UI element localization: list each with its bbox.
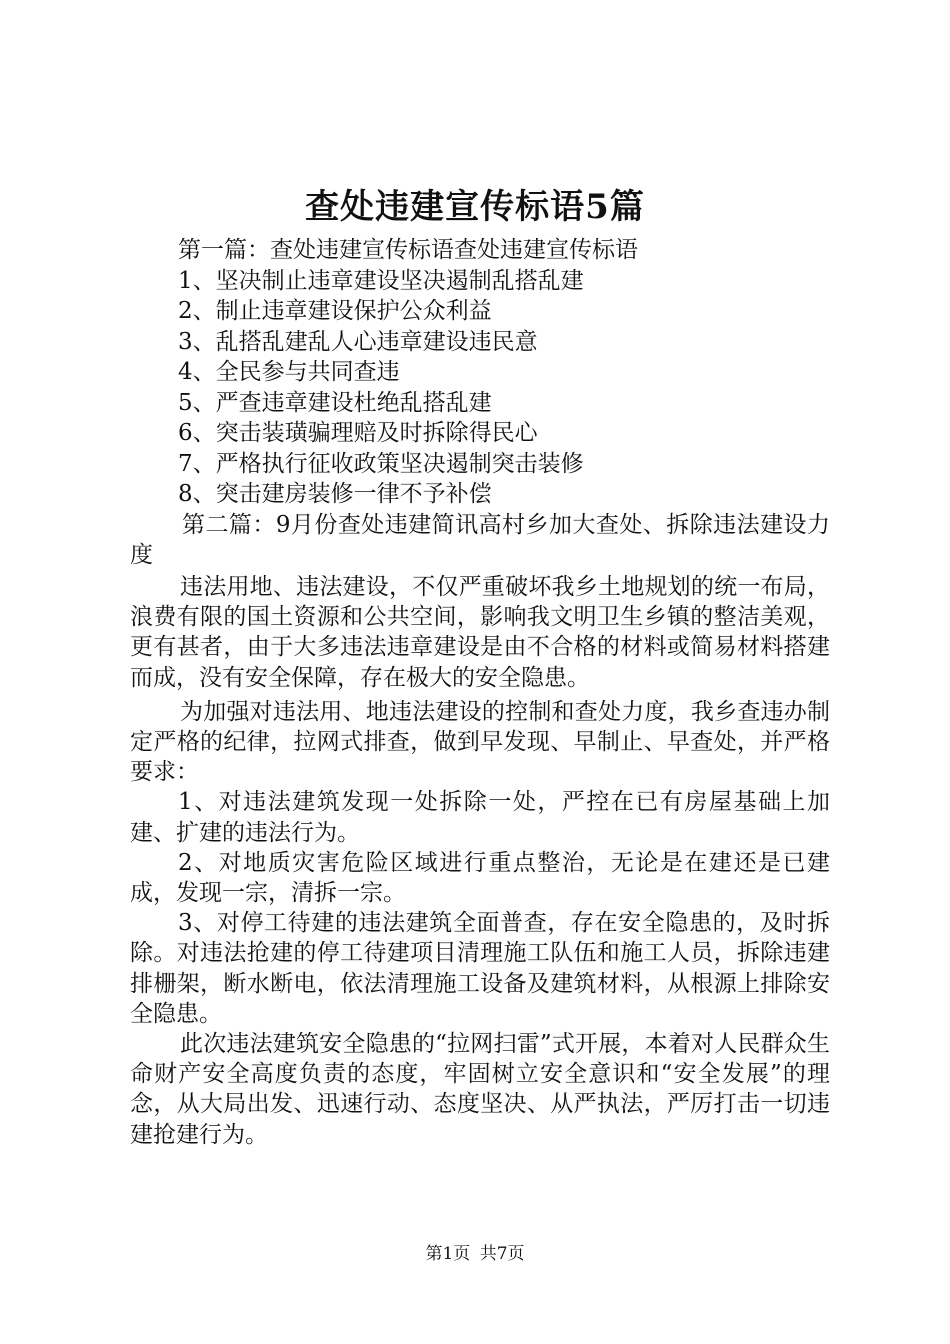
slogan-item: 8、突击建房装修一律不予补偿: [178, 481, 492, 507]
section-heading-2: 第二篇：9月份查处违建简讯高村乡加大查处、拆除违法建设力度: [130, 511, 830, 568]
section-heading-1: 第一篇：查处违建宣传标语查处违建宣传标语: [178, 237, 638, 263]
body-paragraph: 为加强对违法用、地违法建设的控制和查处力度，我乡查违办制定严格的纪律，拉网式排查，做到早发现、早制止、早查处，并严格要求：: [130, 698, 830, 786]
body-paragraph: 此次违法建筑安全隐患的“拉网扫雷”式开展，本着对人民群众生命财产安全高度负责的态度，牢固树立安全意识和“安全发展”的理念，从大局出发、迅速行动、态度坚决、从严执法，严厉打击一切违建抢建行为。: [130, 1030, 830, 1148]
slogan-item: 4、全民参与共同查违: [178, 359, 400, 385]
slogan-item: 2、制止违章建设保护公众利益: [178, 298, 492, 324]
body-paragraph: 1、对违法建筑发现一处拆除一处，严控在已有房屋基础上加建、扩建的违法行为。: [130, 789, 830, 846]
slogan-item: 1、坚决制止违章建设坚决遏制乱搭乱建: [178, 267, 584, 294]
document-body: [130, 235, 830, 1150]
slogan-item: 6、突击装璜骗理赔及时拆除得民心: [178, 420, 538, 446]
body-paragraph: 违法用地、违法建设，不仅严重破坏我乡土地规划的统一布局，浪费有限的国土资源和公共空间，影响我文明卫生乡镇的整洁美观，更有甚者，由于大多违法违章建设是由不合格的材料或简易材料搭建而成，没有安全保障，存在极大的安全隐患。: [130, 573, 830, 691]
body-paragraph: 3、对停工待建的违法建筑全面普查，存在安全隐患的，及时拆除。对违法抢建的停工待建项目清理施工队伍和施工人员，拆除违建排栅架，断水断电，依法清理施工设备及建筑材料，从根源上排除安全隐患。: [130, 910, 830, 1027]
slogan-item: 7、严格执行征收政策坚决遏制突击装修: [178, 450, 584, 477]
body-paragraph: 2、对地质灾害危险区域进行重点整治，无论是在建还是已建成，发现一宗，清拆一宗。: [130, 849, 830, 906]
slogan-item: 3、乱搭乱建乱人心违章建设违民意: [178, 328, 538, 355]
page-footer: [0, 1243, 950, 1265]
page-number: 第1页: [425, 1244, 471, 1264]
document-title: 查处违建宣传标语5篇: [305, 187, 645, 227]
slogan-item: 5、严查违章建设杜绝乱搭乱建: [178, 389, 492, 416]
page-total: 共7页: [479, 1244, 525, 1264]
